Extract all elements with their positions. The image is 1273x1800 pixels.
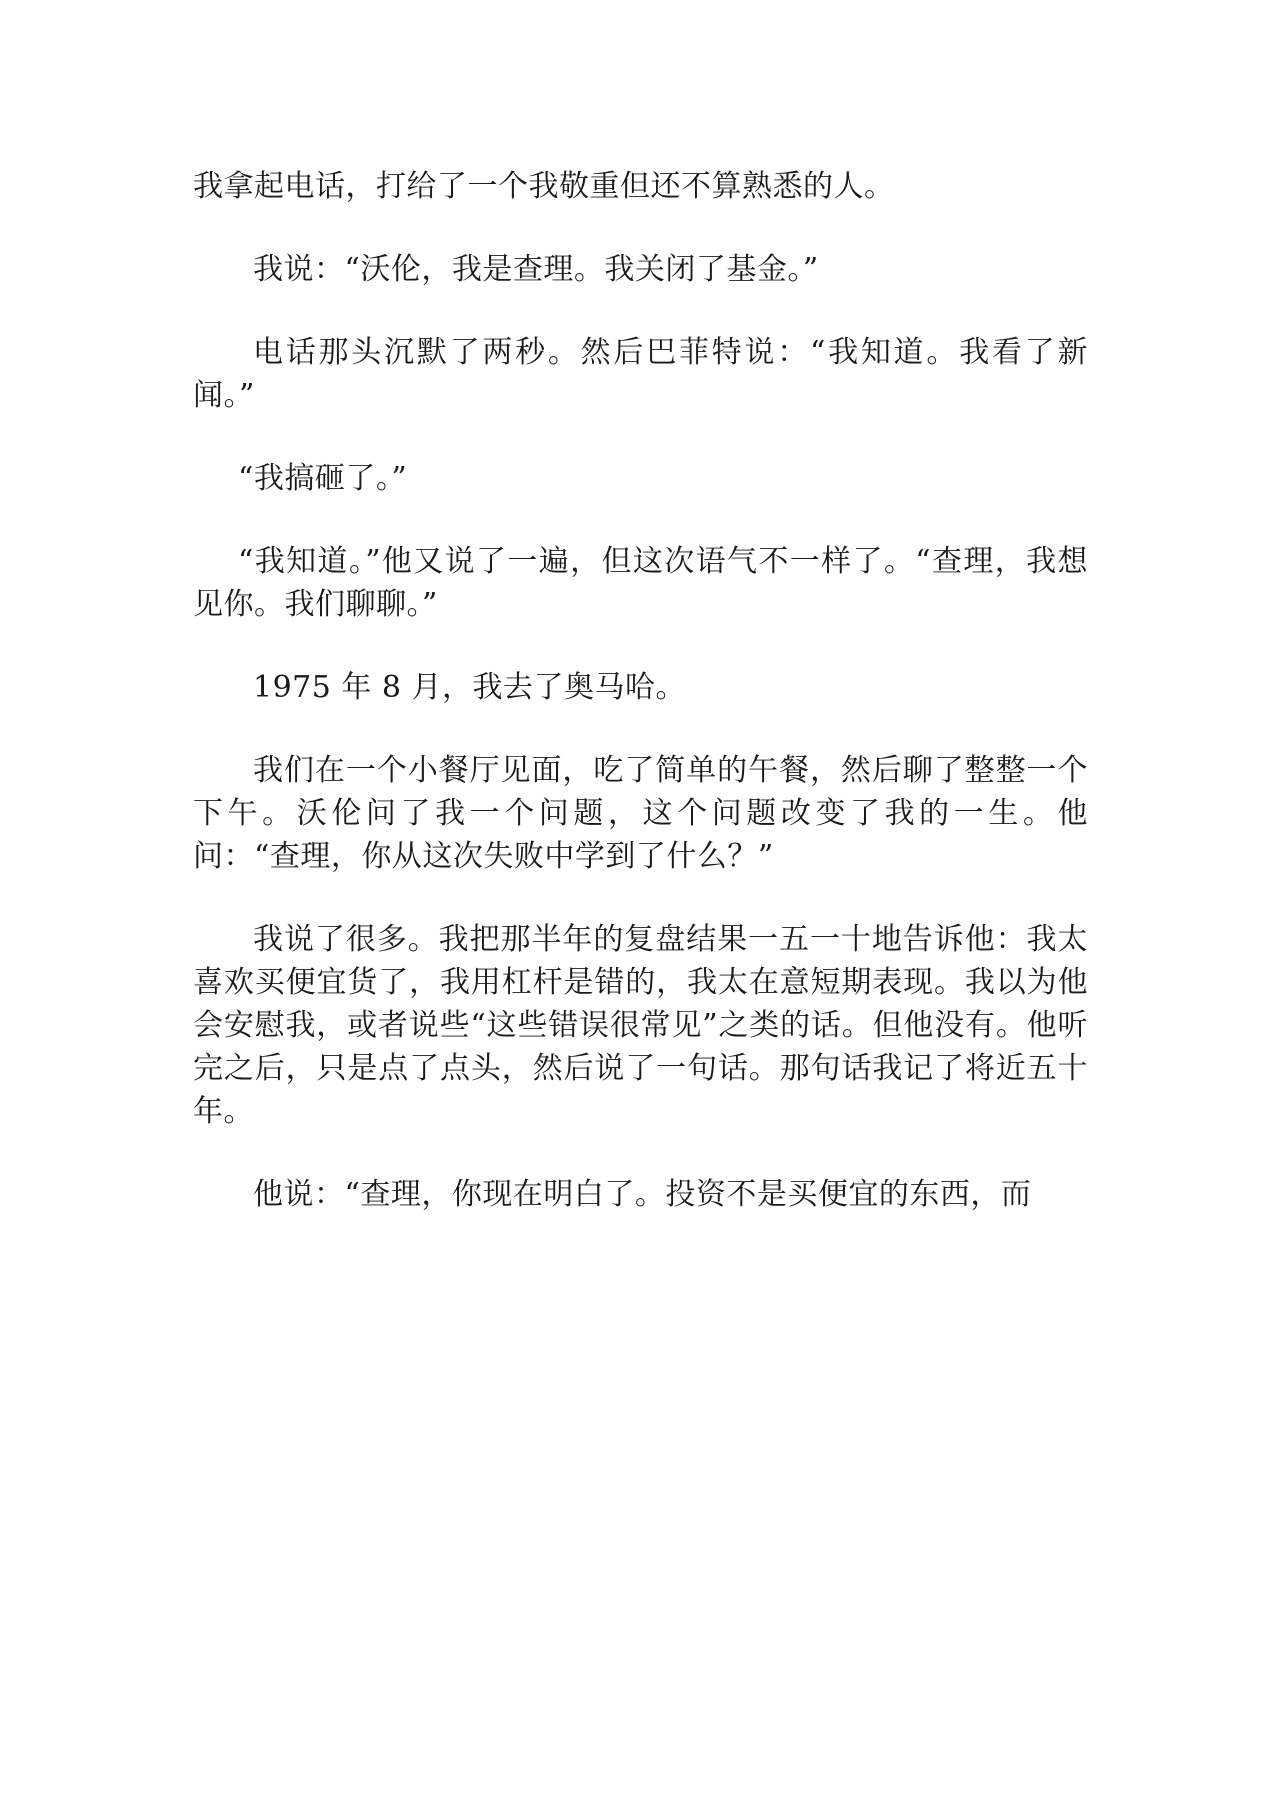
- paragraph: 我说：“沃伦，我是查理。我关闭了基金。”: [253, 252, 819, 287]
- paragraph: “我搞砸了。”: [238, 461, 408, 496]
- paragraph: “我知道。”他又说了一遍，但这次语气不一样了。“查理，我想见你。我们聊聊。”: [193, 544, 1088, 622]
- paragraph: 我们在一个小餐厅见面，吃了简单的午餐，然后聊了整整一个下午。沃伦问了我一个问题，这个问题改变了我的一生。他问：“查理，你从这次失败中学到了什么？”: [193, 753, 1088, 874]
- paragraph: 1975 年 8 月，我去了奥马哈。: [253, 670, 687, 705]
- paragraph: 我拿起电话，打给了一个我敬重但还不算熟悉的人。: [193, 169, 895, 204]
- paragraph: 电话那头沉默了两秒。然后巴菲特说：“我知道。我看了新闻。”: [193, 335, 1088, 413]
- body-text: [193, 165, 1088, 1256]
- paragraph: 我说了很多。我把那半年的复盘结果一五一十地告诉他：我太喜欢买便宜货了，我用杠杆是错的，我太在意短期表现。我以为他会安慰我，或者说些“这些错误很常见”之类的话。但他没有。他听完之后，只是点了点头，然后说了一句话。那句话我记了将近五十年。: [193, 922, 1088, 1129]
- paragraph: 他说：“查理，你现在明白了。投资不是买便宜的东西，而: [253, 1177, 1032, 1212]
